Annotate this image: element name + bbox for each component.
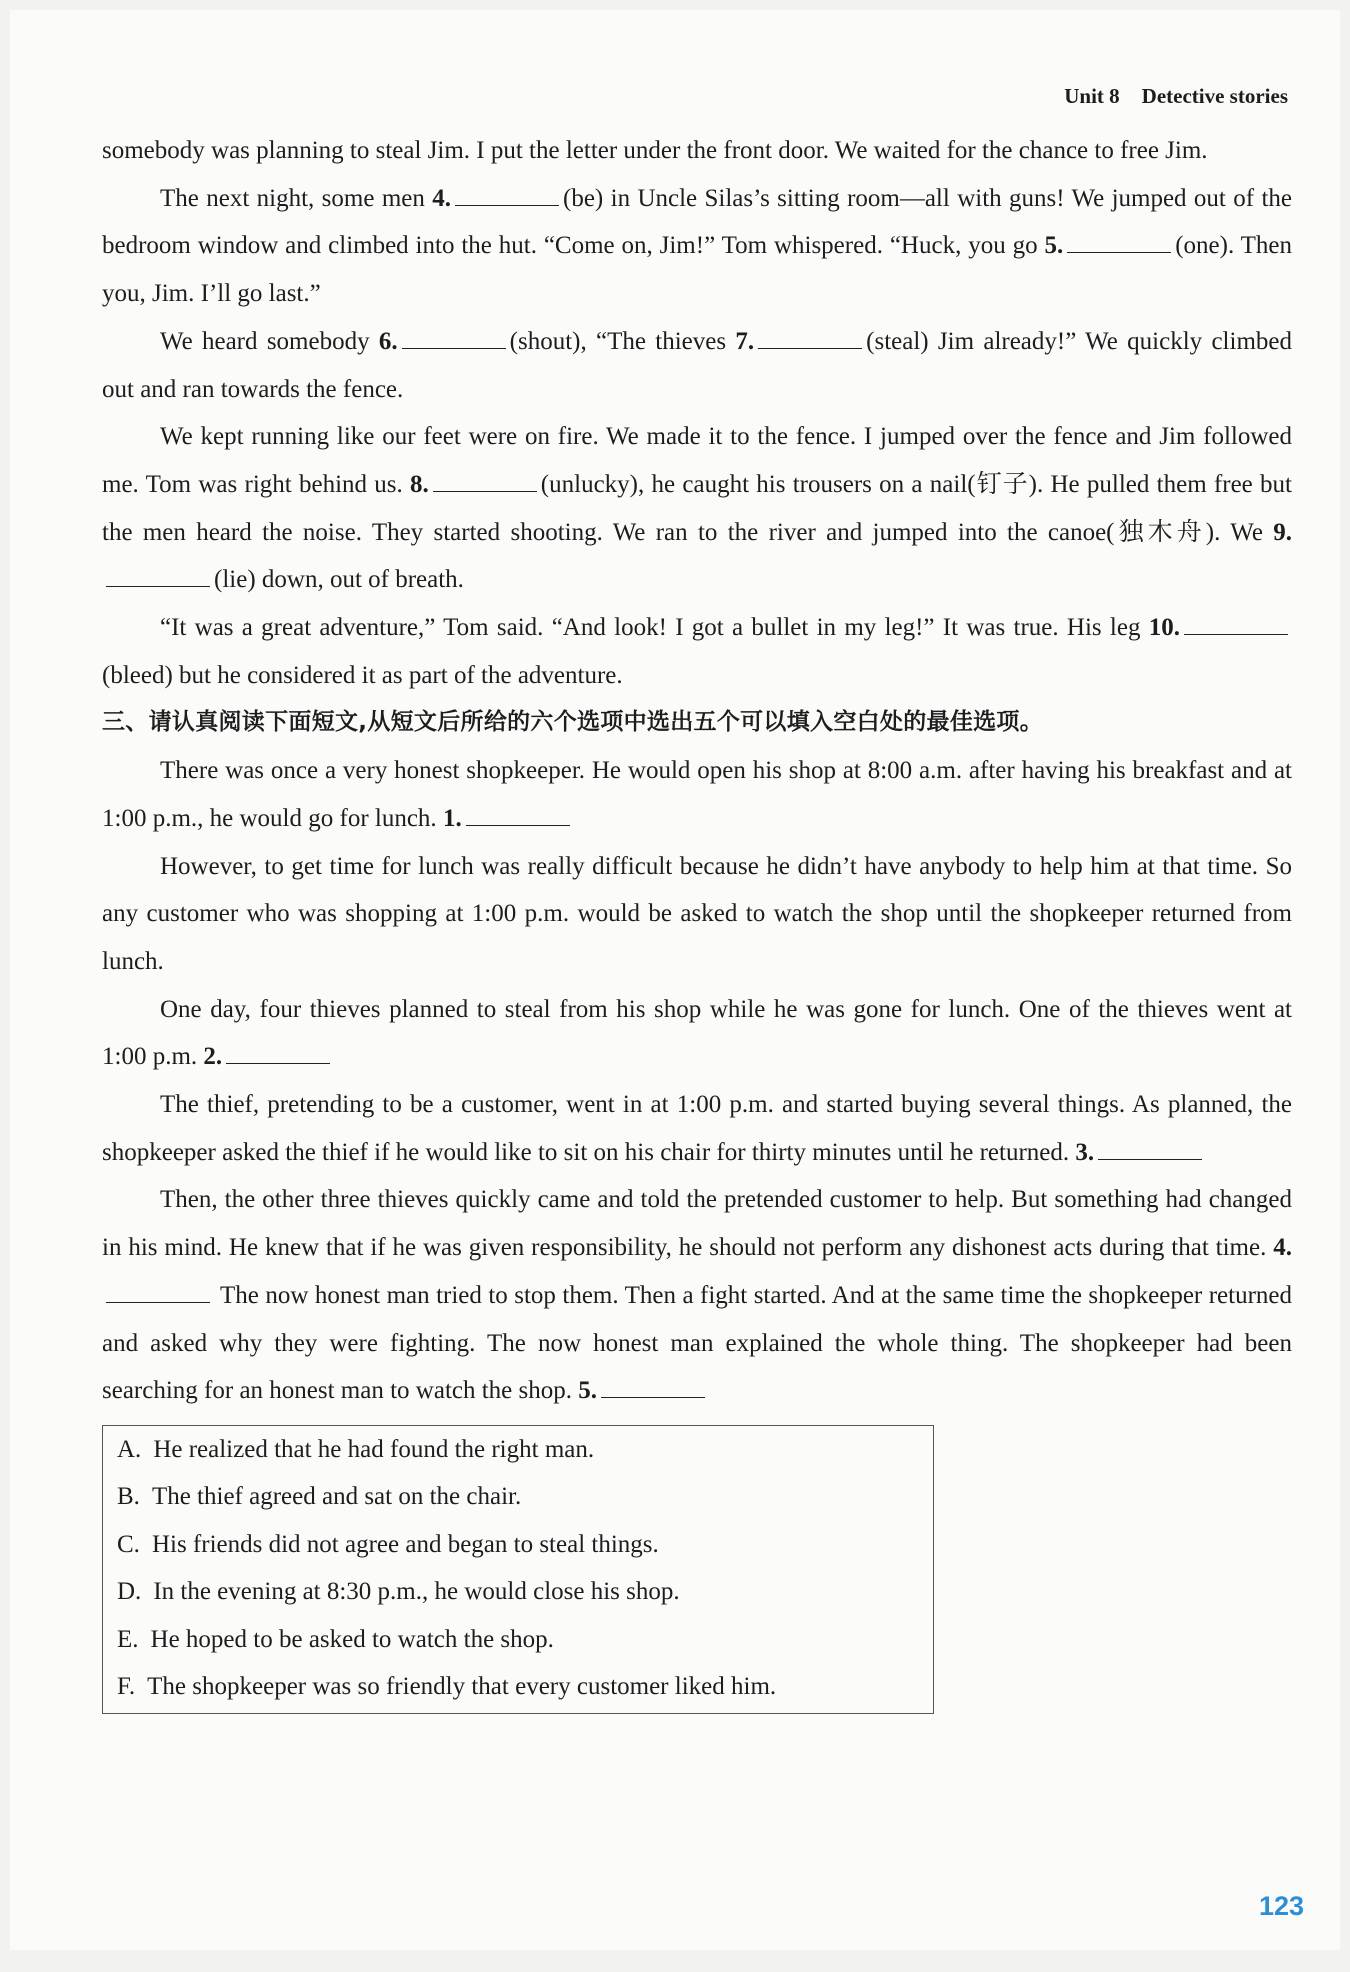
answer-blank[interactable] <box>466 805 570 826</box>
paragraph-text: There was once a very honest shopkeeper. He would open his shop at 8:00 a.m. after having his breakfast and at 1:00 p.m., he would go for lunch. <box>102 757 1292 832</box>
answer-blank[interactable] <box>1098 1139 1202 1160</box>
paragraph-text: Then, the other three thieves quickly came and told the pretended customer to help. But something had changed in his mind. He knew that if he was given responsibility, he should not perform any dishonest acts during that time. <box>102 1186 1292 1262</box>
question-number: 7. <box>735 327 755 355</box>
paragraph-text: We heard somebody <box>160 327 379 355</box>
paragraph <box>102 986 1292 1081</box>
option-letter: D. <box>117 1578 142 1606</box>
paragraph-text: (shout), “The thieves <box>509 327 736 355</box>
paragraph <box>102 1081 1292 1176</box>
option-letter: F. <box>117 1673 136 1701</box>
answer-blank[interactable] <box>433 471 537 492</box>
question-number: 4. <box>432 184 451 212</box>
answer-blank[interactable] <box>1067 232 1171 253</box>
paragraph-text: We kept running like our feet were on fire. We made it to the fence. I jumped over the fence and Jim followed me. Tom was right behind us. <box>102 423 1292 498</box>
question-number: 4. <box>1273 1234 1292 1262</box>
paragraph-text: The now honest man tried to stop them. Then a fight started. And at the same time the shopkeeper returned and asked why they were fighting. The now honest man explained the whole thing. The shopkeeper had been searching for an honest man to watch the shop. <box>102 1281 1292 1405</box>
paragraph-text: somebody was planning to steal Jim. I put the letter under the front door. We waited for the chance to free Jim. <box>102 137 1208 164</box>
option-b <box>103 1473 933 1521</box>
page-number: 123 <box>1258 1891 1304 1921</box>
option-text: He hoped to be asked to watch the shop. <box>150 1625 554 1653</box>
unit-title: Detective stories <box>1141 84 1288 108</box>
workbook-page <box>10 10 1340 1950</box>
paragraph-text: The next night, some men <box>160 184 433 212</box>
paragraph-text: (one). Then you, Jim. I’ll go last.” <box>102 232 1292 308</box>
option-text: In the evening at 8:30 p.m., he would close his shop. <box>153 1578 680 1606</box>
option-d <box>103 1568 933 1616</box>
option-letter: C. <box>117 1530 140 1558</box>
option-a <box>103 1426 933 1474</box>
paragraph-text: The thief, pretending to be a customer, went in at 1:00 p.m. and started buying several things. As planned, the shopkeeper asked the thief if he would like to sit on his chair for thirty minutes until he returned. <box>102 1091 1292 1166</box>
paragraph-text: “It was a great adventure,” Tom said. “And look! I got a bullet in my leg!” It was true. His leg <box>160 614 1149 642</box>
paragraph <box>102 1176 1292 1415</box>
answer-blank[interactable] <box>758 328 862 349</box>
answer-blank[interactable] <box>1184 614 1288 635</box>
question-number: 6. <box>378 327 398 355</box>
option-text: He realized that he had found the right man. <box>153 1435 595 1463</box>
question-number: 5. <box>578 1377 598 1405</box>
paragraph <box>102 175 1292 318</box>
paragraph-text: However, to get time for lunch was really difficult because he didn’t have anybody to help him at that time. So any customer who was shopping at 1:00 p.m. would be asked to watch the shop until the shopkeeper returned from lunch. <box>102 852 1292 975</box>
question-number: 1. <box>442 804 462 832</box>
option-f <box>103 1663 933 1711</box>
answer-blank[interactable] <box>106 566 210 587</box>
option-e <box>103 1616 933 1664</box>
question-number: 3. <box>1075 1138 1095 1166</box>
question-number: 5. <box>1044 232 1064 260</box>
question-number: 9. <box>1273 518 1292 546</box>
paragraph-text: (steal) Jim already!” We quickly climbed out and ran towards the fence. <box>102 327 1292 403</box>
paragraph-text: One day, four thieves planned to steal from his shop while he was gone for lunch. One of the thieves went at 1:00 p.m. <box>102 995 1292 1071</box>
paragraph <box>102 413 1292 604</box>
paragraph <box>102 604 1292 699</box>
option-c <box>103 1521 933 1569</box>
option-text: The shopkeeper was so friendly that every customer liked him. <box>147 1673 777 1701</box>
option-text: The thief agreed and sat on the chair. <box>151 1483 522 1511</box>
unit-label: Unit 8 <box>1064 84 1120 108</box>
option-letter: B. <box>117 1483 140 1511</box>
page-content <box>102 127 1292 1714</box>
paragraph-text: (unlucky), he caught his trousers on a nail(钉子). He pulled them free but the men heard the noise. They started shooting. We ran to the river and jumped into the canoe(独木舟). We <box>102 470 1292 546</box>
paragraph <box>102 747 1292 842</box>
option-letter: A. <box>117 1435 142 1463</box>
paragraph-text: (bleed) but he considered it as part of the adventure. <box>102 661 623 689</box>
question-number: 2. <box>203 1043 223 1071</box>
answer-blank[interactable] <box>106 1282 210 1303</box>
section-heading: 三、请认真阅读下面短文,从短文后所给的六个选项中选出五个可以填入空白处的最佳选项。 <box>102 709 1044 736</box>
option-letter: E. <box>117 1625 139 1653</box>
paragraph <box>102 318 1292 413</box>
answer-blank[interactable] <box>226 1043 330 1064</box>
question-number: 8. <box>410 470 429 498</box>
paragraph <box>102 843 1292 986</box>
paragraph <box>102 127 1292 175</box>
answer-blank[interactable] <box>601 1377 705 1398</box>
answer-blank[interactable] <box>402 328 506 349</box>
paragraph-text: (lie) down, out of breath. <box>214 566 464 594</box>
options-box <box>102 1425 934 1714</box>
answer-blank[interactable] <box>455 185 559 206</box>
paragraph-text: (be) in Uncle Silas’s sitting room—all with guns! We jumped out of the bedroom window and climbed into the hut. “Come on, Jim!” Tom whispered. “Huck, you go <box>102 184 1292 260</box>
option-text: His friends did not agree and began to steal things. <box>151 1530 659 1558</box>
question-number: 10. <box>1148 614 1180 642</box>
running-header <box>1064 84 1288 109</box>
